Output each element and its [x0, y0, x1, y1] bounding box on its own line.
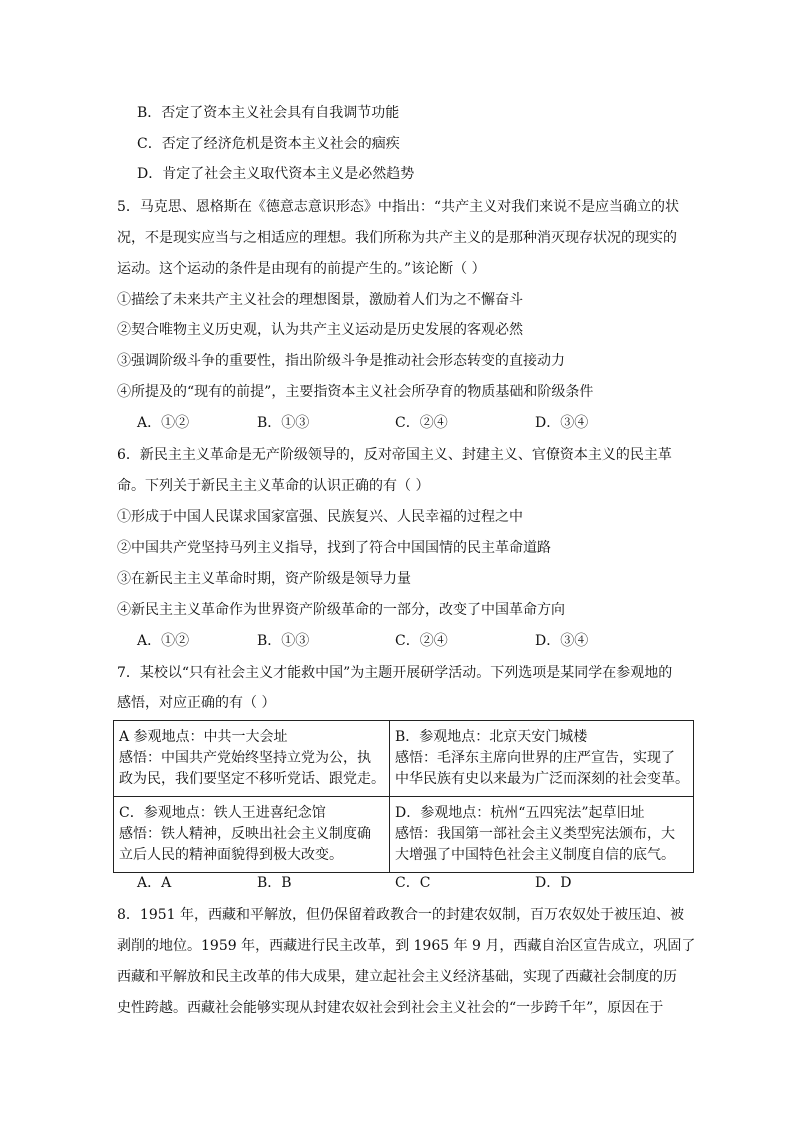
q6-stem-line-1: 6．新民主主义革命是无产阶级领导的，反对帝国主义、封建主义、官僚资本主义的民主革: [117, 447, 672, 463]
q7-cell-b-line-2: 感悟：毛泽东主席向世界的庄严宣告，实现了: [395, 750, 675, 766]
q6-statement-2: ②中国共产党坚持马列主义指导，找到了符合中国国情的民主革命道路: [117, 540, 551, 556]
q7-stem-line-1: 7．某校以“只有社会主义才能救中国”为主题开展研学活动。下列选项是某同学在参观地的: [117, 665, 673, 681]
q8-stem-line-2: 剥削的地位。1959 年，西藏进行民主改革，到 1965 年 9 月，西藏自治区宣告成立，巩固了: [117, 938, 696, 954]
q7-cell-b-line-3: 中华民族有史以来最为广泛而深刻的社会变革。: [395, 771, 689, 787]
q7-option-a[interactable]: A．A: [137, 875, 172, 891]
q7-cell-a-line-3: 政为民，我们要坚定不移听党话、跟党走。: [119, 771, 385, 787]
q8-stem-line-4: 史性跨越。西藏社会能够实现从封建农奴社会到社会主义社会的“一步跨千年”，原因在于: [117, 1000, 664, 1016]
q5-stem-line-3: 运动。这个运动的条件是由现有的前提产生的。”该论断（ ）: [117, 261, 486, 277]
q7-cell-d-line-2: 感悟：我国第一部社会主义类型宪法颁布，大: [395, 826, 675, 842]
q4-option-d: D．肯定了社会主义取代资本主义是必然趋势: [137, 166, 415, 182]
q7-stem-line-2: 感悟，对应正确的有（ ）: [117, 695, 276, 711]
q6-option-b[interactable]: B．①③: [257, 633, 310, 649]
q7-cell-d-line-1: D．参观地点：杭州“五四宪法”起草旧址: [395, 805, 645, 821]
q7-cell-c: [114, 797, 390, 873]
q8-stem-line-1: 8．1951 年，西藏和平解放，但仍保留着政教合一的封建农奴制，百万农奴处于被压迫、被: [117, 907, 684, 923]
q7-cell-a: [114, 721, 390, 797]
q5-option-c[interactable]: C．②④: [395, 415, 448, 431]
q5-stem-line-1: 5．马克思、恩格斯在《德意志意识形态》中指出：“共产主义对我们来说不是应当确立的状: [117, 199, 680, 215]
q5-statement-3: ③强调阶级斗争的重要性，指出阶级斗争是推动社会形态转变的直接动力: [117, 353, 565, 369]
q6-statement-1: ①形成于中国人民谋求国家富强、民族复兴、人民幸福的过程之中: [117, 509, 523, 525]
q7-table: [113, 720, 694, 873]
q5-statement-2: ②契合唯物主义历史观，认为共产主义运动是历史发展的客观必然: [117, 322, 523, 338]
q7-cell-d-line-3: 大增强了中国特色社会主义制度自信的底气。: [395, 847, 675, 863]
q7-cell-a-line-2: 感悟：中国共产党始终坚持立党为公，执: [119, 750, 371, 766]
q6-option-d[interactable]: D．③④: [535, 633, 589, 649]
q4-option-b: B．否定了资本主义社会具有自我调节功能: [137, 105, 400, 121]
q7-cell-b: [390, 721, 694, 797]
q5-stem-line-2: 况，不是现实应当与之相适应的理想。我们所称为共产主义的是那种消灭现存状况的现实的: [117, 230, 677, 246]
q6-statement-4: ④新民主主义革命作为世界资产阶级革命的一部分，改变了中国革命方向: [117, 602, 565, 618]
q7-option-d[interactable]: D．D: [535, 875, 572, 891]
q6-stem-line-2: 命。下列关于新民主主义革命的认识正确的有（ ）: [117, 478, 430, 494]
q8-stem-line-3: 西藏和平解放和民主改革的伟大成果，建立起社会主义经济基础，实现了西藏社会制度的历: [117, 969, 677, 985]
q6-options: [137, 630, 697, 652]
q7-cell-d: [390, 797, 694, 873]
q7-cell-c-line-2: 感悟：铁人精神，反映出社会主义制度确: [119, 826, 371, 842]
q7-options: [137, 872, 697, 894]
q7-option-c[interactable]: C．C: [395, 875, 431, 891]
q7-cell-b-line-1: B．参观地点：北京天安门城楼: [395, 729, 588, 745]
q7-option-b[interactable]: B．B: [257, 875, 292, 891]
q5-statement-4: ④所提及的“现有的前提”，主要指资本主义社会所孕育的物质基础和阶级条件: [117, 384, 594, 400]
q5-option-d[interactable]: D．③④: [535, 415, 589, 431]
q5-option-a[interactable]: A．①②: [137, 415, 190, 431]
q5-option-b[interactable]: B．①③: [257, 415, 310, 431]
q7-cell-a-line-1: A 参观地点：中共一大会址: [119, 729, 288, 745]
q6-statement-3: ③在新民主主义革命时期，资产阶级是领导力量: [117, 571, 411, 587]
q5-options: [137, 412, 697, 434]
q7-cell-c-line-1: C．参观地点：铁人王进喜纪念馆: [119, 805, 326, 821]
q4-option-c: C．否定了经济危机是资本主义社会的痼疾: [137, 136, 400, 152]
q6-option-c[interactable]: C．②④: [395, 633, 448, 649]
q5-statement-1: ①描绘了未来共产主义社会的理想图景，激励着人们为之不懈奋斗: [117, 292, 523, 308]
q6-option-a[interactable]: A．①②: [137, 633, 190, 649]
q7-cell-c-line-3: 立后人民的精神面貌得到极大改变。: [119, 847, 343, 863]
